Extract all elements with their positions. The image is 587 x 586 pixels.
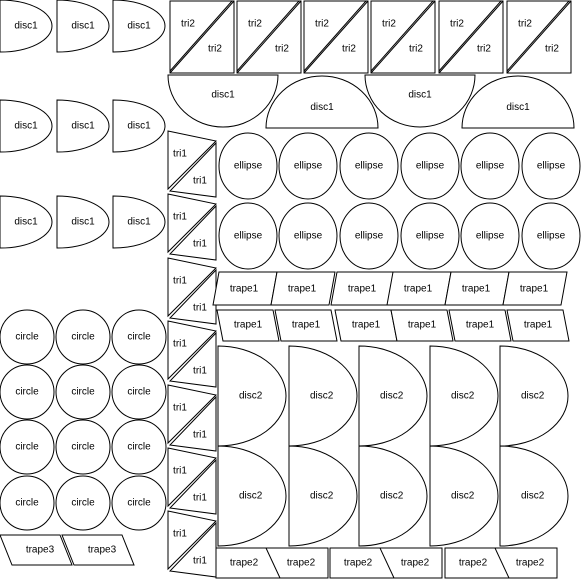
circle-label: circle — [71, 331, 95, 343]
disc1-label: disc1 — [14, 120, 38, 132]
ellipse-label: ellipse — [293, 160, 323, 172]
disc1-label: disc1 — [211, 89, 235, 101]
circle-label: circle — [127, 497, 151, 509]
tri2-label: tri2 — [275, 43, 289, 55]
disc2-label: disc2 — [238, 490, 263, 502]
disc1-label: disc1 — [14, 216, 38, 228]
trape1-label: trape1 — [351, 319, 381, 331]
disc1-label: disc1 — [71, 120, 95, 132]
disc1-label: disc1 — [71, 20, 95, 32]
tri1-label: tri1 — [173, 465, 187, 477]
circle-label: circle — [71, 386, 95, 398]
trape2-label: trape2 — [229, 557, 259, 569]
trape2-label: trape2 — [343, 557, 373, 569]
tri2-label: tri2 — [208, 43, 222, 55]
circle-label: circle — [15, 331, 39, 343]
circle-label: circle — [15, 497, 39, 509]
disc2-label: disc2 — [309, 390, 334, 402]
trape2-label: trape2 — [400, 557, 430, 569]
ellipse-label: ellipse — [536, 230, 566, 242]
trape1-label: trape1 — [287, 283, 317, 295]
tri1-label: tri1 — [173, 211, 187, 223]
trape3-label: trape3 — [87, 544, 117, 556]
trape1-label: trape1 — [465, 319, 495, 331]
tri1-label: tri1 — [173, 402, 187, 414]
ellipse-label: ellipse — [415, 230, 445, 242]
disc2-label: disc2 — [450, 490, 475, 502]
tri2-label: tri2 — [315, 18, 329, 30]
disc1-label: disc1 — [14, 20, 38, 32]
tri1-label: tri1 — [193, 302, 207, 314]
tri2-label: tri2 — [248, 18, 262, 30]
disc2-label: disc2 — [450, 390, 475, 402]
ellipse-label: ellipse — [354, 230, 384, 242]
tri1-label: tri1 — [173, 528, 187, 540]
disc1-label: disc1 — [408, 89, 432, 101]
ellipse-label: ellipse — [415, 160, 445, 172]
tri2-label: tri2 — [518, 18, 532, 30]
trape2-label: trape2 — [515, 557, 545, 569]
circle-label: circle — [127, 331, 151, 343]
circle-label: circle — [71, 497, 95, 509]
tri2-label: tri2 — [342, 43, 356, 55]
circle-label: circle — [127, 441, 151, 453]
disc2-label: disc2 — [238, 390, 263, 402]
disc2-label: disc2 — [379, 390, 404, 402]
disc1-label: disc1 — [71, 216, 95, 228]
ellipse-label: ellipse — [475, 160, 505, 172]
circle-label: circle — [127, 386, 151, 398]
ellipse-label: ellipse — [354, 160, 384, 172]
tri2-label: tri2 — [409, 43, 423, 55]
disc1-label: disc1 — [506, 101, 530, 113]
tri1-label: tri1 — [193, 238, 207, 250]
tri2-label: tri2 — [181, 18, 195, 30]
trape1-label: trape1 — [519, 283, 549, 295]
ellipse-label: ellipse — [233, 230, 263, 242]
circle-label: circle — [71, 441, 95, 453]
tri1-label: tri1 — [173, 275, 187, 287]
trape3-label: trape3 — [25, 544, 55, 556]
circle-label: circle — [15, 441, 39, 453]
tri2-label: tri2 — [382, 18, 396, 30]
tri1-label: tri1 — [173, 338, 187, 350]
disc1-label: disc1 — [127, 120, 151, 132]
tri1-label: tri1 — [173, 148, 187, 160]
tri1-label: tri1 — [193, 492, 207, 504]
trape1-label: trape1 — [461, 283, 491, 295]
disc1-label: disc1 — [127, 20, 151, 32]
tri1-label: tri1 — [193, 555, 207, 567]
trape1-label: trape1 — [347, 283, 377, 295]
disc1-label: disc1 — [310, 101, 334, 113]
disc2-label: disc2 — [520, 490, 545, 502]
disc2-label: disc2 — [520, 390, 545, 402]
ellipse-label: ellipse — [233, 160, 263, 172]
disc1-label: disc1 — [127, 216, 151, 228]
ellipse-label: ellipse — [536, 160, 566, 172]
disc2-label: disc2 — [379, 490, 404, 502]
tri1-label: tri1 — [193, 175, 207, 187]
trape2-label: trape2 — [458, 557, 488, 569]
tri1-label: tri1 — [193, 429, 207, 441]
trape1-label: trape1 — [403, 283, 433, 295]
tri1-label: tri1 — [193, 365, 207, 377]
tri2-label: tri2 — [477, 43, 491, 55]
tri2-label: tri2 — [545, 43, 559, 55]
trape1-label: trape1 — [523, 319, 553, 331]
disc2-label: disc2 — [309, 490, 334, 502]
trape1-label: trape1 — [407, 319, 437, 331]
trape1-label: trape1 — [233, 319, 263, 331]
tri2-label: tri2 — [450, 18, 464, 30]
trape2-label: trape2 — [286, 557, 316, 569]
trape1-label: trape1 — [291, 319, 321, 331]
circle-label: circle — [15, 386, 39, 398]
ellipse-label: ellipse — [475, 230, 505, 242]
ellipse-label: ellipse — [293, 230, 323, 242]
trape1-label: trape1 — [229, 283, 259, 295]
